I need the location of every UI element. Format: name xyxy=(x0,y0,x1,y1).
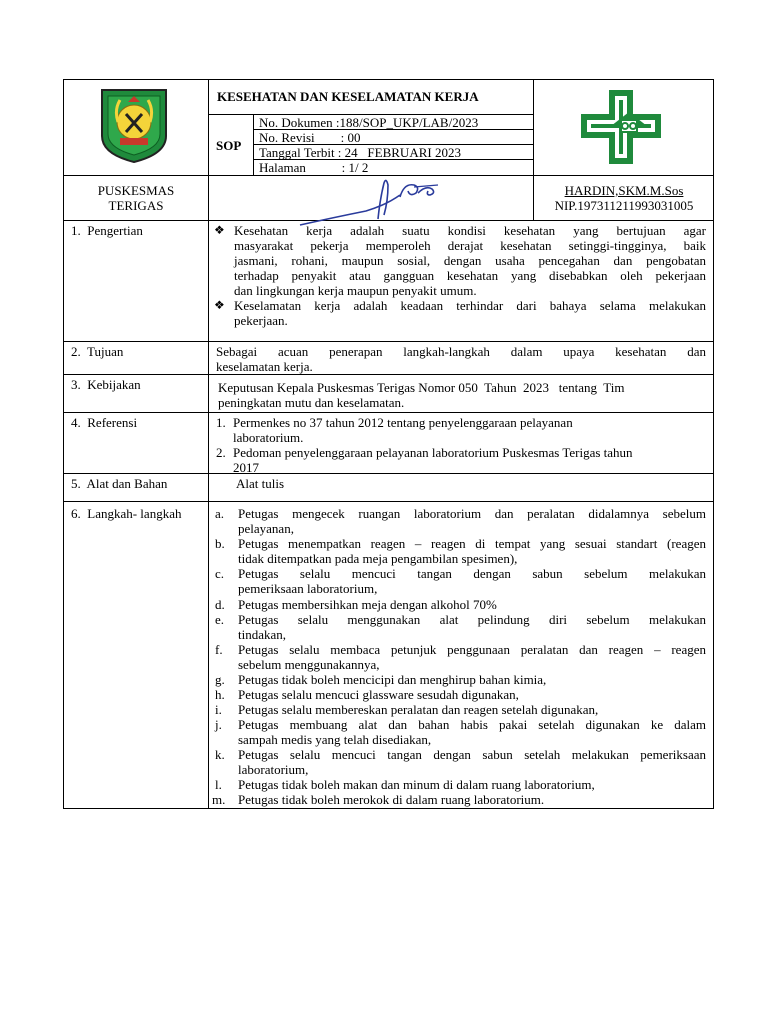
langkah-line: sampah medis yang telah disediakan, xyxy=(238,732,432,747)
no-revisi: No. Revisi : 00 xyxy=(259,130,361,145)
langkah-line: pelayanan, xyxy=(238,521,294,536)
border-bottom xyxy=(63,808,714,809)
tujuan-line: keselamatan kerja. xyxy=(216,359,313,374)
langkah-line: Petugas membuang alat dan bahan habis pakai setelah digunakan ke dalam xyxy=(238,717,706,732)
kebijakan-line: Keputusan Kepala Puskesmas Terigas Nomor 050 Tahun 2023 tentang Tim xyxy=(218,380,625,395)
pengertian-b2-line: pekerjaan. xyxy=(234,313,288,328)
sop-label: SOP xyxy=(216,138,242,153)
langkah-line: Petugas membersihkan meja dengan alkohol 70% xyxy=(238,597,497,612)
row-divider-tujuan xyxy=(63,374,714,375)
referensi-marker: 1. xyxy=(216,415,226,430)
label-langkah: 6. Langkah- langkah xyxy=(71,506,182,521)
langkah-line: laboratorium, xyxy=(238,762,309,777)
referensi-line: 2017 xyxy=(233,460,259,475)
pengertian-b1-line: masyarakat pekerja memperoleh derajat kesehatan setinggi-tingginya, baik xyxy=(234,238,706,253)
row-divider-alat xyxy=(63,501,714,502)
document-title: KESEHATAN DAN KESELAMATAN KERJA xyxy=(217,89,479,104)
pengertian-b1-line: terhadap penyakit atau gangguan kesehatan yang disebabkan oleh pekerjaan xyxy=(234,268,706,283)
langkah-line: pemeriksaan laboratorium, xyxy=(238,581,378,596)
referensi-marker: 2. xyxy=(216,445,226,460)
langkah-line: Petugas selalu menggunakan alat pelindung diri sebelum melakukan xyxy=(238,612,706,627)
langkah-marker: g. xyxy=(215,672,225,687)
pengertian-b2-line: Keselamatan kerja adalah keadaan terhindar dari bahaya selama melakukan xyxy=(234,298,706,313)
label-tujuan: 2. Tujuan xyxy=(71,344,124,359)
tanggal-terbit: Tanggal Terbit : 24 FEBRUARI 2023 xyxy=(259,145,461,160)
label-referensi: 4. Referensi xyxy=(71,415,138,430)
row-divider-kebijakan xyxy=(63,412,714,413)
langkah-line: Petugas menempatkan reagen – reagen di tempat yang sesuai standart (reagen xyxy=(238,536,706,551)
bullet-icon: ❖ xyxy=(214,223,225,237)
pengertian-b1-line: Kesehatan kerja adalah suatu kondisi kesehatan yang bertujuan agar xyxy=(234,223,706,238)
label-alat-dan-bahan: 5. Alat dan Bahan xyxy=(71,476,168,491)
header-col-divider-1 xyxy=(208,79,209,221)
langkah-line: Petugas tidak boleh mencicipi dan menghirup bahan kimia, xyxy=(238,672,547,687)
langkah-line: tidak ditempatkan pada meja pengambilan spesimen), xyxy=(238,551,518,566)
langkah-marker: l. xyxy=(215,777,222,792)
referensi-line: laboratorium. xyxy=(233,430,304,445)
langkah-marker: b. xyxy=(215,536,225,551)
langkah-marker: e. xyxy=(215,612,225,627)
langkah-marker: c. xyxy=(215,566,225,581)
label-pengertian: 1. Pengertian xyxy=(71,223,143,238)
body-col-divider xyxy=(208,220,209,809)
org-name-line1: PUSKESMAS xyxy=(97,183,175,198)
puskesmas-logo xyxy=(569,86,673,168)
langkah-line: Petugas selalu mencuci tangan dengan sabun setelah melakukan pemeriksaan xyxy=(238,747,706,762)
langkah-marker: a. xyxy=(215,506,225,521)
langkah-marker: m. xyxy=(212,792,226,807)
langkah-line: Petugas mengecek ruangan laboratorium dan peralatan didalamnya sebelum xyxy=(238,506,706,521)
langkah-line: Petugas selalu membereskan peralatan dan reagen setelah digunakan, xyxy=(238,702,599,717)
signer-name: HARDIN,SKM.M.Sos xyxy=(564,183,684,198)
org-name-line2: TERIGAS xyxy=(108,198,164,213)
referensi-line: Permenkes no 37 tahun 2012 tentang penyelenggaraan pelayanan xyxy=(233,415,573,430)
pengertian-b1-line: dan lingkungan kerja maupun penyakit umum. xyxy=(234,283,477,298)
label-kebijakan: 3. Kebijakan xyxy=(71,377,141,392)
langkah-marker: k. xyxy=(215,747,225,762)
halaman: Halaman : 1/ 2 xyxy=(259,160,369,175)
tujuan-line: Sebagai acuan penerapan langkah-langkah dalam upaya kesehatan dan xyxy=(216,344,706,359)
signer-nip: NIP.197311211993031005 xyxy=(554,198,694,213)
bullet-icon: ❖ xyxy=(214,298,225,312)
border-top xyxy=(63,79,714,80)
langkah-marker: h. xyxy=(215,687,225,702)
regional-emblem-logo xyxy=(98,86,170,164)
langkah-line: Petugas selalu membaca petunjuk penggunaan peralatan dan reagen – reagen xyxy=(238,642,706,657)
langkah-line: Petugas selalu mencuci glassware sesudah digunakan, xyxy=(238,687,519,702)
kebijakan-line: peningkatan mutu dan keselamatan. xyxy=(218,395,405,410)
referensi-line: Pedoman penyelenggaraan pelayanan laboratorium Puskesmas Terigas tahun xyxy=(233,445,633,460)
pengertian-b1-line: jasmani, rohani, maupun sosial, dengan usaha pencegahan dan pengobatan xyxy=(234,253,706,268)
langkah-line: tindakan, xyxy=(238,627,287,642)
langkah-marker: i. xyxy=(215,702,222,717)
langkah-line: Petugas tidak boleh merokok di dalam ruang laboratorium. xyxy=(238,792,545,807)
alat-value: Alat tulis xyxy=(236,476,285,491)
row-divider-pengertian xyxy=(63,341,714,342)
row-divider-referensi xyxy=(63,473,714,474)
langkah-marker: f. xyxy=(215,642,223,657)
langkah-line: sebelum menggunakannya, xyxy=(238,657,380,672)
no-dokumen: No. Dokumen :188/SOP_UKP/LAB/2023 xyxy=(259,115,479,130)
langkah-marker: d. xyxy=(215,597,225,612)
langkah-marker: j. xyxy=(215,717,222,732)
langkah-line: Petugas tidak boleh makan dan minum di dalam ruang laboratorium, xyxy=(238,777,595,792)
langkah-line: Petugas selalu mencuci tangan dengan sabun sebelum melakukan xyxy=(238,566,706,581)
